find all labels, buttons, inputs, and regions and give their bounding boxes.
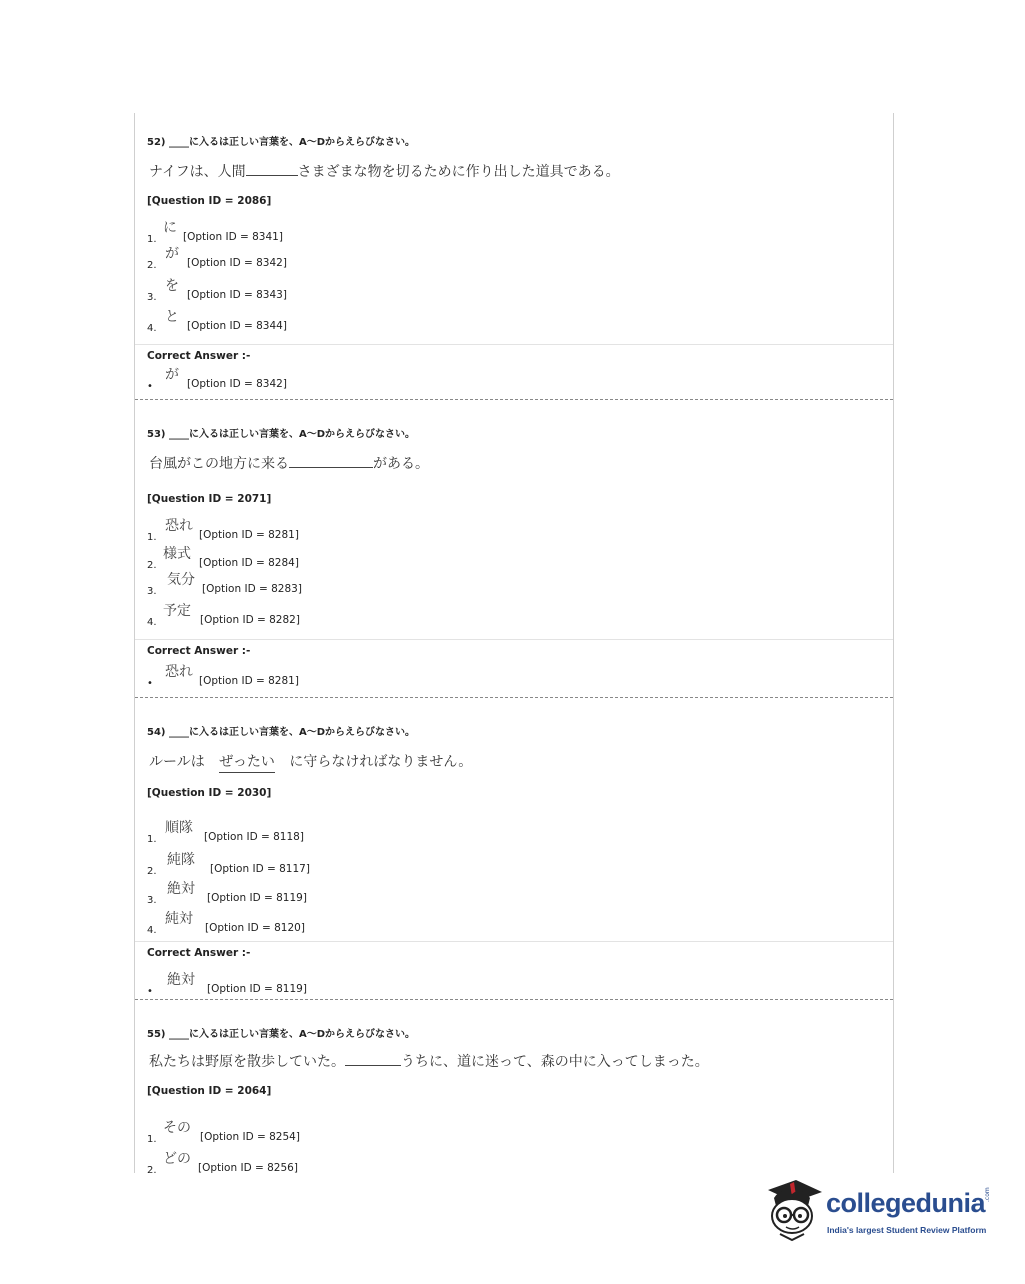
option-id: [Option ID = 8282] (200, 614, 300, 626)
option-row[interactable] (147, 308, 547, 334)
option-id: [Option ID = 8117] (210, 863, 310, 875)
option-row[interactable] (147, 602, 547, 628)
option-text: が (165, 246, 179, 262)
correct-answer-text: 絶対 (167, 972, 195, 988)
option-text: 絶対 (167, 881, 195, 897)
option-id: [Option ID = 8341] (183, 231, 283, 243)
question-stem (149, 453, 429, 473)
option-number: 2. (147, 260, 157, 271)
question-id: [Question ID = 2064] (147, 1085, 272, 1097)
logo-tagline: India's largest Student Review Platform (827, 1225, 987, 1235)
option-id: [Option ID = 8284] (199, 557, 299, 569)
stem-after: に守らなければなりません。 (289, 754, 473, 770)
option-number: 1. (147, 1134, 157, 1145)
option-row[interactable] (147, 245, 547, 271)
option-number: 1. (147, 834, 157, 845)
question-stem (149, 751, 472, 771)
option-text: 順隊 (165, 820, 193, 836)
answer-blank (246, 174, 298, 176)
correct-answer-label: Correct Answer :- (147, 947, 251, 959)
correct-answer-row (147, 366, 547, 392)
option-text: その (163, 1120, 191, 1136)
option-number: 4. (147, 925, 157, 936)
stem-underlined-word: ぜったい (219, 754, 275, 773)
option-row[interactable] (147, 910, 547, 936)
option-text: 気分 (167, 572, 195, 588)
option-row[interactable] (147, 880, 547, 906)
option-row[interactable] (147, 517, 547, 543)
option-row[interactable] (147, 851, 547, 877)
option-number: 4. (147, 617, 157, 628)
correct-option-id: [Option ID = 8281] (199, 675, 299, 687)
stem-after: うちに、道に迷って、森の中に入ってしまった。 (401, 1054, 709, 1070)
option-number: 2. (147, 1165, 157, 1176)
option-text: と (165, 309, 179, 325)
question-heading: 53) ____に入るは正しい言葉を、A～Dからえらびなさい。 (147, 429, 416, 440)
option-row[interactable] (147, 277, 547, 303)
option-row[interactable] (147, 571, 547, 597)
question-separator (135, 999, 893, 1000)
option-text: 様式 (163, 546, 191, 562)
option-text: 純隊 (167, 852, 195, 868)
correct-answer-text: 恐れ (165, 664, 193, 680)
bullet: • (147, 678, 153, 689)
correct-answer-text: が (165, 367, 179, 383)
correct-answer-label: Correct Answer :- (147, 350, 251, 362)
stem-before: ルールは (149, 754, 205, 770)
question-id: [Question ID = 2071] (147, 493, 272, 505)
question-id: [Question ID = 2030] (147, 787, 272, 799)
correct-option-id: [Option ID = 8342] (187, 378, 287, 390)
option-id: [Option ID = 8120] (205, 922, 305, 934)
question-heading: 55) ____に入るは正しい言葉を、A～Dからえらびなさい。 (147, 1029, 416, 1040)
bullet: • (147, 986, 153, 997)
option-id: [Option ID = 8281] (199, 529, 299, 541)
option-id: [Option ID = 8256] (198, 1162, 298, 1174)
correct-option-id: [Option ID = 8119] (207, 983, 307, 995)
option-row[interactable] (147, 219, 547, 245)
option-number: 3. (147, 895, 157, 906)
option-text: 恐れ (165, 518, 193, 534)
option-id: [Option ID = 8343] (187, 289, 287, 301)
option-number: 3. (147, 292, 157, 303)
mascot-icon (762, 1176, 826, 1246)
correct-answer-row (147, 663, 547, 689)
stem-after: がある。 (373, 456, 429, 472)
logo-brand: collegedunia (826, 1188, 986, 1218)
option-id: [Option ID = 8342] (187, 257, 287, 269)
option-number: 4. (147, 323, 157, 334)
option-text: を (165, 278, 179, 294)
stem-before: 私たちは野原を散歩していた。 (149, 1054, 345, 1070)
option-number: 1. (147, 532, 157, 543)
option-text: に (163, 220, 177, 236)
option-id: [Option ID = 8344] (187, 320, 287, 332)
question-stem (149, 161, 620, 181)
option-id: [Option ID = 8119] (207, 892, 307, 904)
logo-dotcom: .com (984, 1187, 991, 1202)
question-id: [Question ID = 2086] (147, 195, 272, 207)
option-text: どの (163, 1151, 191, 1167)
question-separator (135, 697, 893, 698)
collegedunia-logo[interactable] (762, 1176, 1002, 1246)
option-id: [Option ID = 8254] (200, 1131, 300, 1143)
question-separator (135, 399, 893, 400)
divider (135, 344, 893, 345)
option-id: [Option ID = 8118] (204, 831, 304, 843)
option-id: [Option ID = 8283] (202, 583, 302, 595)
stem-after: さまざまな物を切るために作り出した道具である。 (297, 164, 620, 180)
option-number: 2. (147, 866, 157, 877)
option-text: 純対 (165, 911, 193, 927)
bullet: • (147, 381, 153, 392)
option-number: 1. (147, 234, 157, 245)
stem-before: ナイフは、人間 (149, 164, 246, 180)
option-row[interactable] (147, 819, 547, 845)
option-row[interactable] (147, 1150, 547, 1176)
correct-answer-row (147, 971, 547, 997)
option-row[interactable] (147, 1119, 547, 1145)
question-stem (149, 1051, 709, 1071)
answer-blank (289, 466, 373, 468)
divider (135, 639, 893, 640)
question-heading: 54) ____に入るは正しい言葉を、A～Dからえらびなさい。 (147, 727, 416, 738)
question-panel (134, 113, 894, 1176)
option-number: 2. (147, 560, 157, 571)
correct-answer-label: Correct Answer :- (147, 645, 251, 657)
option-number: 3. (147, 586, 157, 597)
divider (135, 941, 893, 942)
question-heading: 52) ____に入るは正しい言葉を、A～Dからえらびなさい。 (147, 137, 416, 148)
answer-blank (345, 1064, 401, 1066)
option-text: 予定 (163, 603, 191, 619)
option-row[interactable] (147, 545, 547, 571)
stem-before: 台風がこの地方に来る (149, 456, 289, 472)
